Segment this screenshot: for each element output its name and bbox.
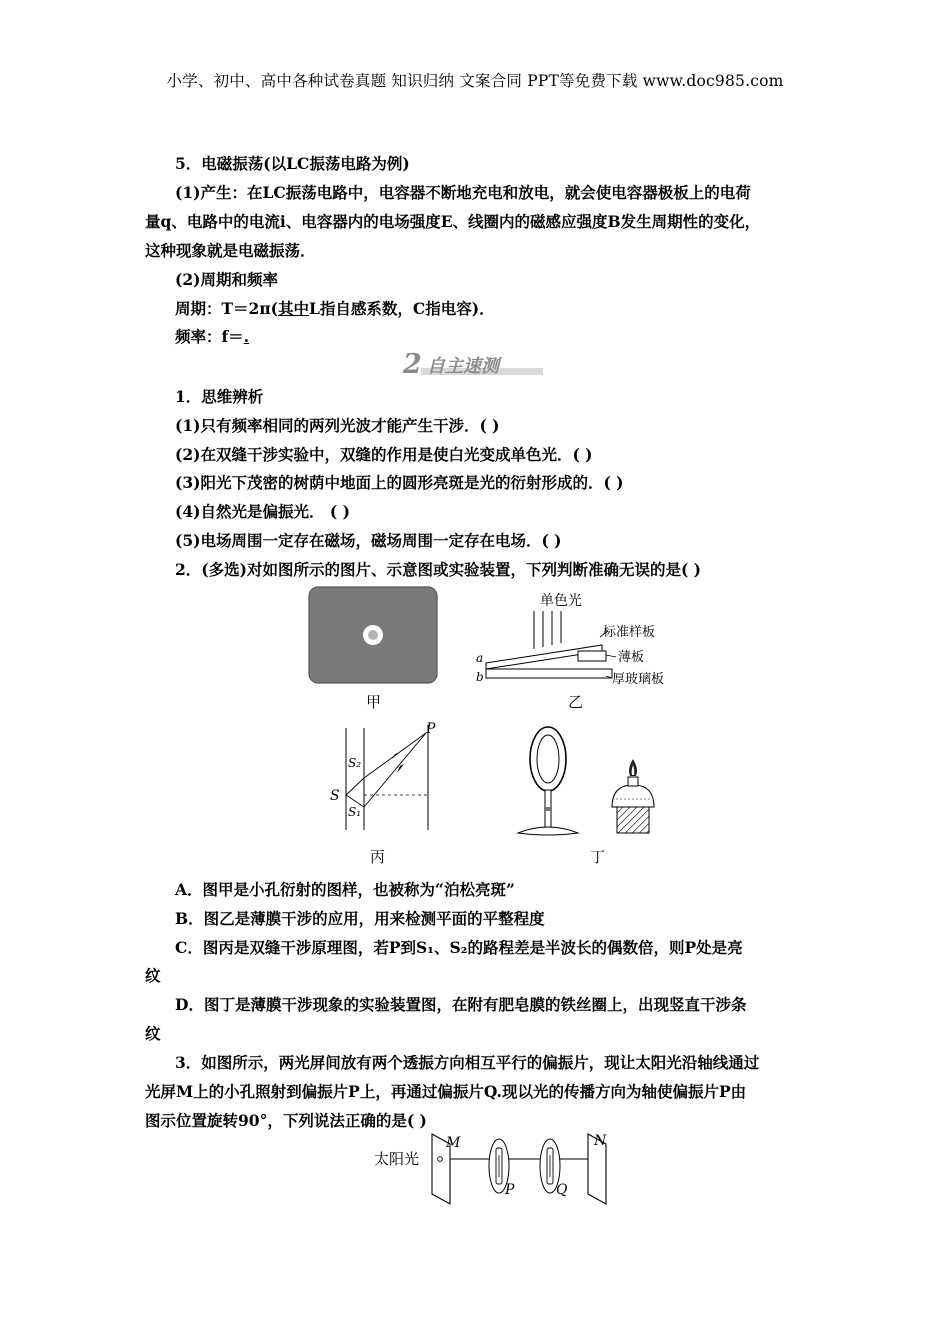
ray-s1-p — [364, 733, 426, 807]
section-badge — [401, 348, 546, 378]
badge-title: 自主速测 — [427, 356, 499, 377]
loop-stem-band — [544, 807, 552, 811]
q2-option-a: A．图甲是小孔衍射的图样，也被称为“泊松亮斑” — [175, 880, 515, 899]
q2-option-b: B．图乙是薄膜干涉的应用，用来检测平面的平整程度 — [175, 909, 545, 928]
figure-yi — [476, 592, 664, 711]
q1-item-4: (4)自然光是偏振光． ( ) — [175, 502, 350, 521]
section5-p1-line3: 这种现象就是电磁振荡． — [145, 241, 316, 260]
label-b: b — [476, 670, 484, 684]
q2-figure — [300, 585, 700, 870]
wire-loop-outer — [530, 727, 566, 791]
label-mono-light: 单色光 — [540, 593, 582, 609]
q3-figure — [370, 1128, 615, 1210]
thin-plate — [578, 651, 606, 661]
wire-loop-inner — [537, 735, 559, 783]
label-thick-glass: 厚玻璃板 — [612, 672, 665, 687]
figure-bing — [330, 721, 436, 866]
section5-p2-title: (2)周期和频率 — [175, 270, 278, 289]
freq-prefix: 频率：f＝ — [175, 327, 244, 346]
label-S1: S₁ — [348, 805, 362, 819]
q1-item-2: (2)在双缝干涉实验中，双缝的作用是使白光变成单色光．( ) — [175, 445, 593, 464]
freq-blank: . — [243, 327, 250, 346]
ray-s-s2 — [346, 778, 364, 795]
leader-line-thin — [606, 655, 616, 657]
thick-glass — [486, 669, 612, 678]
page-header: 小学、初中、高中各种试卷真题 知识归纳 文案合同 PPT等免费下载 www.doc985.com — [166, 72, 784, 90]
burner-jar — [612, 785, 654, 807]
q2-option-d-line1: D．图丁是薄膜干涉现象的实验装置图，在附有肥皂膜的铁丝圈上，出现竖直干涉条 — [175, 995, 747, 1014]
label-sunlight: 太阳光 — [374, 1150, 420, 1168]
q3-line1: 3．如图所示，两光屏间放有两个透振方向相互平行的偏振片，现让太阳光沿轴线通过 — [175, 1053, 760, 1072]
q2-stem: 2．(多选)对如图所示的图片、示意图或实验装置，下列判断准确无误的是( ) — [175, 560, 702, 579]
figure-ding — [518, 727, 654, 866]
label-P: P — [505, 1182, 515, 1198]
q1-item-3: (3)阳光下茂密的树荫中地面上的圆形亮斑是光的衍射形成的．( ) — [175, 473, 624, 492]
q1-title: 1．思维辨析 — [175, 387, 264, 406]
figure-jia — [309, 587, 437, 711]
badge-number: 2 — [403, 349, 422, 378]
burner-block — [617, 807, 649, 833]
bright-spot-core — [368, 630, 378, 640]
q3-line2: 光屏M上的小孔照射到偏振片P上，再通过偏振片Q.现以光的传播方向为轴使偏振片P由 — [145, 1082, 747, 1101]
label-thin-plate: 薄板 — [618, 650, 645, 665]
label-yi: 乙 — [568, 693, 584, 711]
burner-neck — [628, 777, 638, 786]
pinhole — [438, 1157, 443, 1162]
label-P: P — [426, 721, 436, 737]
label-S: S — [330, 788, 340, 804]
label-bing: 丙 — [370, 848, 386, 866]
q3-line3: 图示位置旋转90°，下列说法正确的是( ) — [145, 1111, 427, 1130]
label-S2: S₂ — [348, 756, 362, 770]
section5-p1-line2: 量q、电路中的电流i、电容器内的电场强度E、线圈内的磁感应强度B发生周期性的变化， — [145, 212, 761, 231]
label-Q: Q — [556, 1182, 568, 1198]
q2-option-c-line1: C．图丙是双缝干涉原理图，若P到S₁、S₂的路程差是半波长的偶数倍，则P处是亮 — [175, 938, 743, 957]
section5-p1-line1: (1)产生：在LC振荡电路中，电容器不断地充电和放电，就会使电容器极板上的电荷 — [175, 183, 751, 202]
arrow-s1-p — [397, 764, 404, 773]
loop-base — [518, 827, 578, 835]
label-N: N — [594, 1133, 607, 1149]
period-line — [175, 299, 495, 319]
section5-title: 5．电磁振荡(以LC振荡电路为例) — [175, 154, 410, 173]
q1-item-1: (1)只有频率相同的两列光波才能产生干涉．( ) — [175, 416, 500, 435]
frequency-line — [175, 327, 249, 347]
period-blank: 其中 — [278, 299, 310, 318]
label-ding: 丁 — [590, 848, 606, 866]
label-jia: 甲 — [366, 693, 382, 711]
label-M: M — [446, 1135, 461, 1151]
q2-option-d-line2: 纹 — [145, 1024, 161, 1043]
label-a: a — [476, 651, 484, 665]
q2-option-c-line2: 纹 — [145, 966, 161, 985]
q1-item-5: (5)电场周围一定存在磁场，磁场周围一定存在电场．( ) — [175, 531, 562, 550]
label-std-plate: 标准样板 — [603, 625, 656, 640]
period-suffix: L指自感系数，C指电容)． — [309, 299, 495, 318]
period-prefix: 周期：T＝2π( — [175, 299, 278, 318]
